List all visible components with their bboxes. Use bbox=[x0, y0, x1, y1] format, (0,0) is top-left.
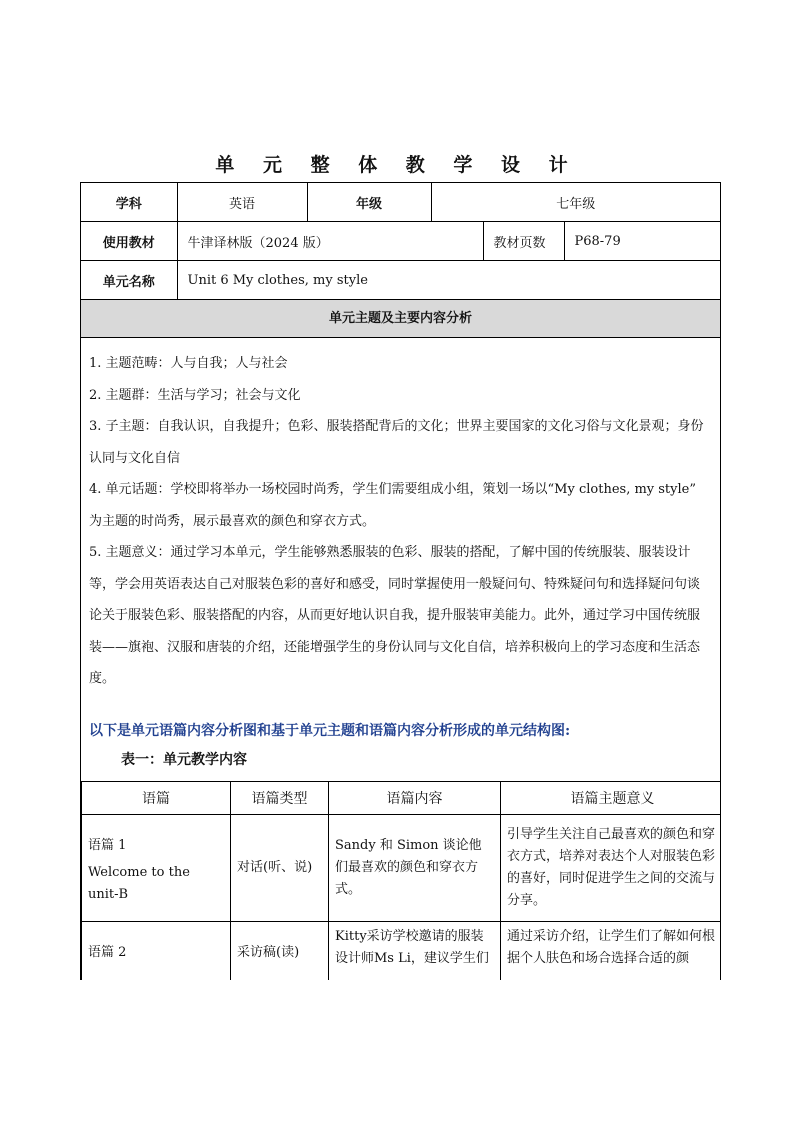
design-form bbox=[80, 182, 721, 980]
text-name-cell bbox=[82, 814, 231, 921]
col-header-type: 语篇类型 bbox=[231, 781, 329, 814]
text-type: 对话(听、说) bbox=[231, 814, 329, 921]
textbook-label: 使用教材 bbox=[81, 222, 177, 261]
analysis-item: 2. 主题群：生活与学习；社会与文化 bbox=[89, 387, 301, 403]
text-name-cell bbox=[82, 921, 231, 980]
table-row bbox=[82, 814, 722, 921]
text-name: 语篇 1 bbox=[88, 837, 127, 853]
table-row bbox=[82, 921, 722, 980]
text-subtitle: Welcome to the unit-B bbox=[88, 864, 190, 902]
analysis-item: 1. 主题范畴：人与自我；人与社会 bbox=[89, 356, 288, 371]
pages-label: 教材页数 bbox=[483, 222, 564, 261]
subject-value: 英语 bbox=[177, 183, 307, 222]
text-name: 语篇 2 bbox=[88, 944, 127, 960]
document-title: 单 元 整 体 教 学 设 计 bbox=[215, 154, 579, 176]
text-meaning: 通过采访介绍，让学生们了解如何根据个人肤色和场合选择合适的颜 bbox=[501, 921, 722, 980]
unit-value: Unit 6 My clothes, my style bbox=[177, 261, 720, 300]
pages-value: P68-79 bbox=[564, 222, 720, 261]
grade-label: 年级 bbox=[307, 183, 431, 222]
text-type: 采访稿(读) bbox=[231, 921, 329, 980]
table-caption: 表一：单元教学内容 bbox=[121, 751, 247, 768]
analysis-heading: 以下是单元语篇内容分析图和基于单元主题和语篇内容分析形成的单元结构图: bbox=[89, 722, 571, 739]
text-meaning: 引导学生关注自己最喜欢的颜色和穿衣方式，培养对表达个人对服装色彩的喜好，同时促进学生之间的交流与分享。 bbox=[501, 814, 722, 921]
unit-row bbox=[81, 261, 720, 300]
text-content: Sandy 和 Simon 谈论他们最喜欢的颜色和穿衣方式。 bbox=[329, 814, 501, 921]
textbook-value: 牛津译林版（2024 版） bbox=[177, 222, 483, 261]
textbook-row bbox=[81, 222, 720, 261]
section-header: 单元主题及主要内容分析 bbox=[81, 300, 720, 338]
text-content: Kitty采访学校邀请的服装设计师Ms Li，建议学生们 bbox=[329, 921, 501, 980]
col-header-text: 语篇 bbox=[82, 781, 231, 814]
unit-label: 单元名称 bbox=[81, 261, 177, 300]
analysis-item: 4. 单元话题：学校即将举办一场校园时尚秀，学生们需要组成小组，策划一场以“My clothes, my style” 为主题的时尚秀，展示最喜欢的颜色和穿衣方式。 bbox=[89, 482, 697, 529]
col-header-content: 语篇内容 bbox=[329, 781, 501, 814]
texts-header-row bbox=[82, 781, 722, 814]
analysis-item: 3. 子主题：自我认识，自我提升；色彩、服装搭配背后的文化；世界主要国家的文化习俗与文化景观；身份认同与文化自信 bbox=[89, 419, 704, 466]
basic-info-table bbox=[81, 183, 720, 300]
subject-label: 学科 bbox=[81, 183, 177, 222]
teaching-content-table bbox=[81, 781, 721, 981]
analysis-content bbox=[81, 338, 720, 775]
col-header-meaning: 语篇主题意义 bbox=[501, 781, 722, 814]
subject-row bbox=[81, 183, 720, 222]
grade-value: 七年级 bbox=[431, 183, 720, 222]
analysis-item: 5. 主题意义：通过学习本单元，学生能够熟悉服装的色彩、服装的搭配，了解中国的传统服装、服装设计等，学会用英语表达自己对服装色彩的喜好和感受，同时掌握使用一般疑问句、特殊疑问句和选择疑问句谈论关于服装色彩、服装搭配的内容，从而更好地认识自我，提升服装审美能力。此外，通过学习中国传统服装——旗袍、汉服和唐装的介绍，还能增强学生的身份认同与文化自信，培养积极向上的学习态度和生活态度。 bbox=[89, 545, 701, 686]
